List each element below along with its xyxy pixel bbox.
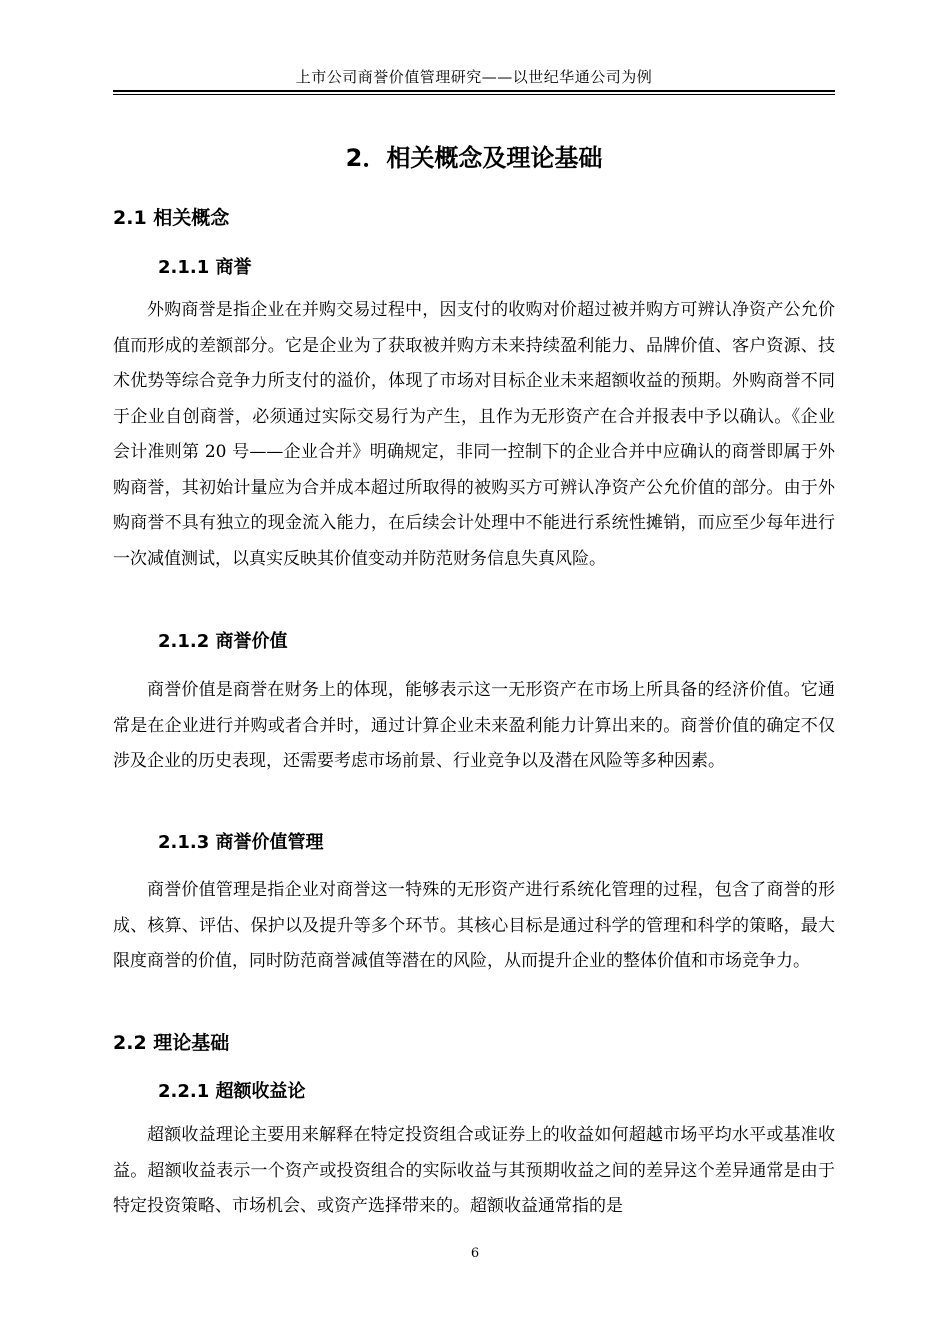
page-number: 6 [470, 1246, 480, 1261]
section-heading-2-1-1: 2.1.1 商誉 [158, 257, 252, 278]
paragraph-2-1-2: 商誉价值是商誉在财务上的体现，能够表示这一无形资产在市场上所具备的经济价值。它通常是在企业进行并购或者合并时，通过计算企业未来盈利能力计算出来的。商誉价值的确定不仅涉及企业的历史表现，还需要考虑市场前景、行业竞争以及潜在风险等多种因素。 [113, 680, 835, 771]
running-header: 上市公司商誉价值管理研究——以世纪华通公司为例 [295, 68, 653, 86]
paragraph-2-2-1: 超额收益理论主要用来解释在特定投资组合或证券上的收益如何超越市场平均水平或基准收益。超额收益表示一个资产或投资组合的实际收益与其预期收益之间的差异这个差异通常是由于特定投资策略、市场机会、或资产选择带来的。超额收益通常指的是 [113, 1125, 835, 1216]
chapter-title: 2．相关概念及理论基础 [345, 144, 603, 172]
section-heading-2-1: 2.1 相关概念 [113, 207, 230, 229]
section-heading-2-2-1: 2.2.1 超额收益论 [158, 1081, 306, 1102]
paragraph-2-1-1: 外购商誉是指企业在并购交易过程中，因支付的收购对价超过被并购方可辨认净资产公允价值而形成的差额部分。它是企业为了获取被并购方未来持续盈利能力、品牌价值、客户资源、技术优势等综合竞争力所支付的溢价，体现了市场对目标企业未来超额收益的预期。外购商誉不同于企业自创商誉，必须通过实际交易行为产生，且作为无形资产在合并报表中予以确认。《企业会计准则第 20 号——企业合并》明确规定，非同一控制下的企业合并中应确认的商誉即属于外购商誉，其初始计量应为合并成本超过所取得的被购买方可辨认净资产公允价值的部分。由于外购商誉不具有独立的现金流入能力，在后续会计处理中不能进行系统性摊销，而应至少每年进行一次减值测试，以真实反映其价值变动并防范财务信息失真风险。 [113, 300, 835, 569]
section-heading-2-2: 2.2 理论基础 [113, 1032, 230, 1054]
section-heading-2-1-3: 2.1.3 商誉价值管理 [158, 832, 324, 853]
header-rule [113, 90, 835, 95]
section-heading-2-1-2: 2.1.2 商誉价值 [158, 631, 288, 652]
paragraph-2-1-3: 商誉价值管理是指企业对商誉这一特殊的无形资产进行系统化管理的过程，包含了商誉的形成、核算、评估、保护以及提升等多个环节。其核心目标是通过科学的管理和科学的策略，最大限度商誉的价值，同时防范商誉减值等潜在的风险，从而提升企业的整体价值和市场竞争力。 [113, 880, 835, 971]
